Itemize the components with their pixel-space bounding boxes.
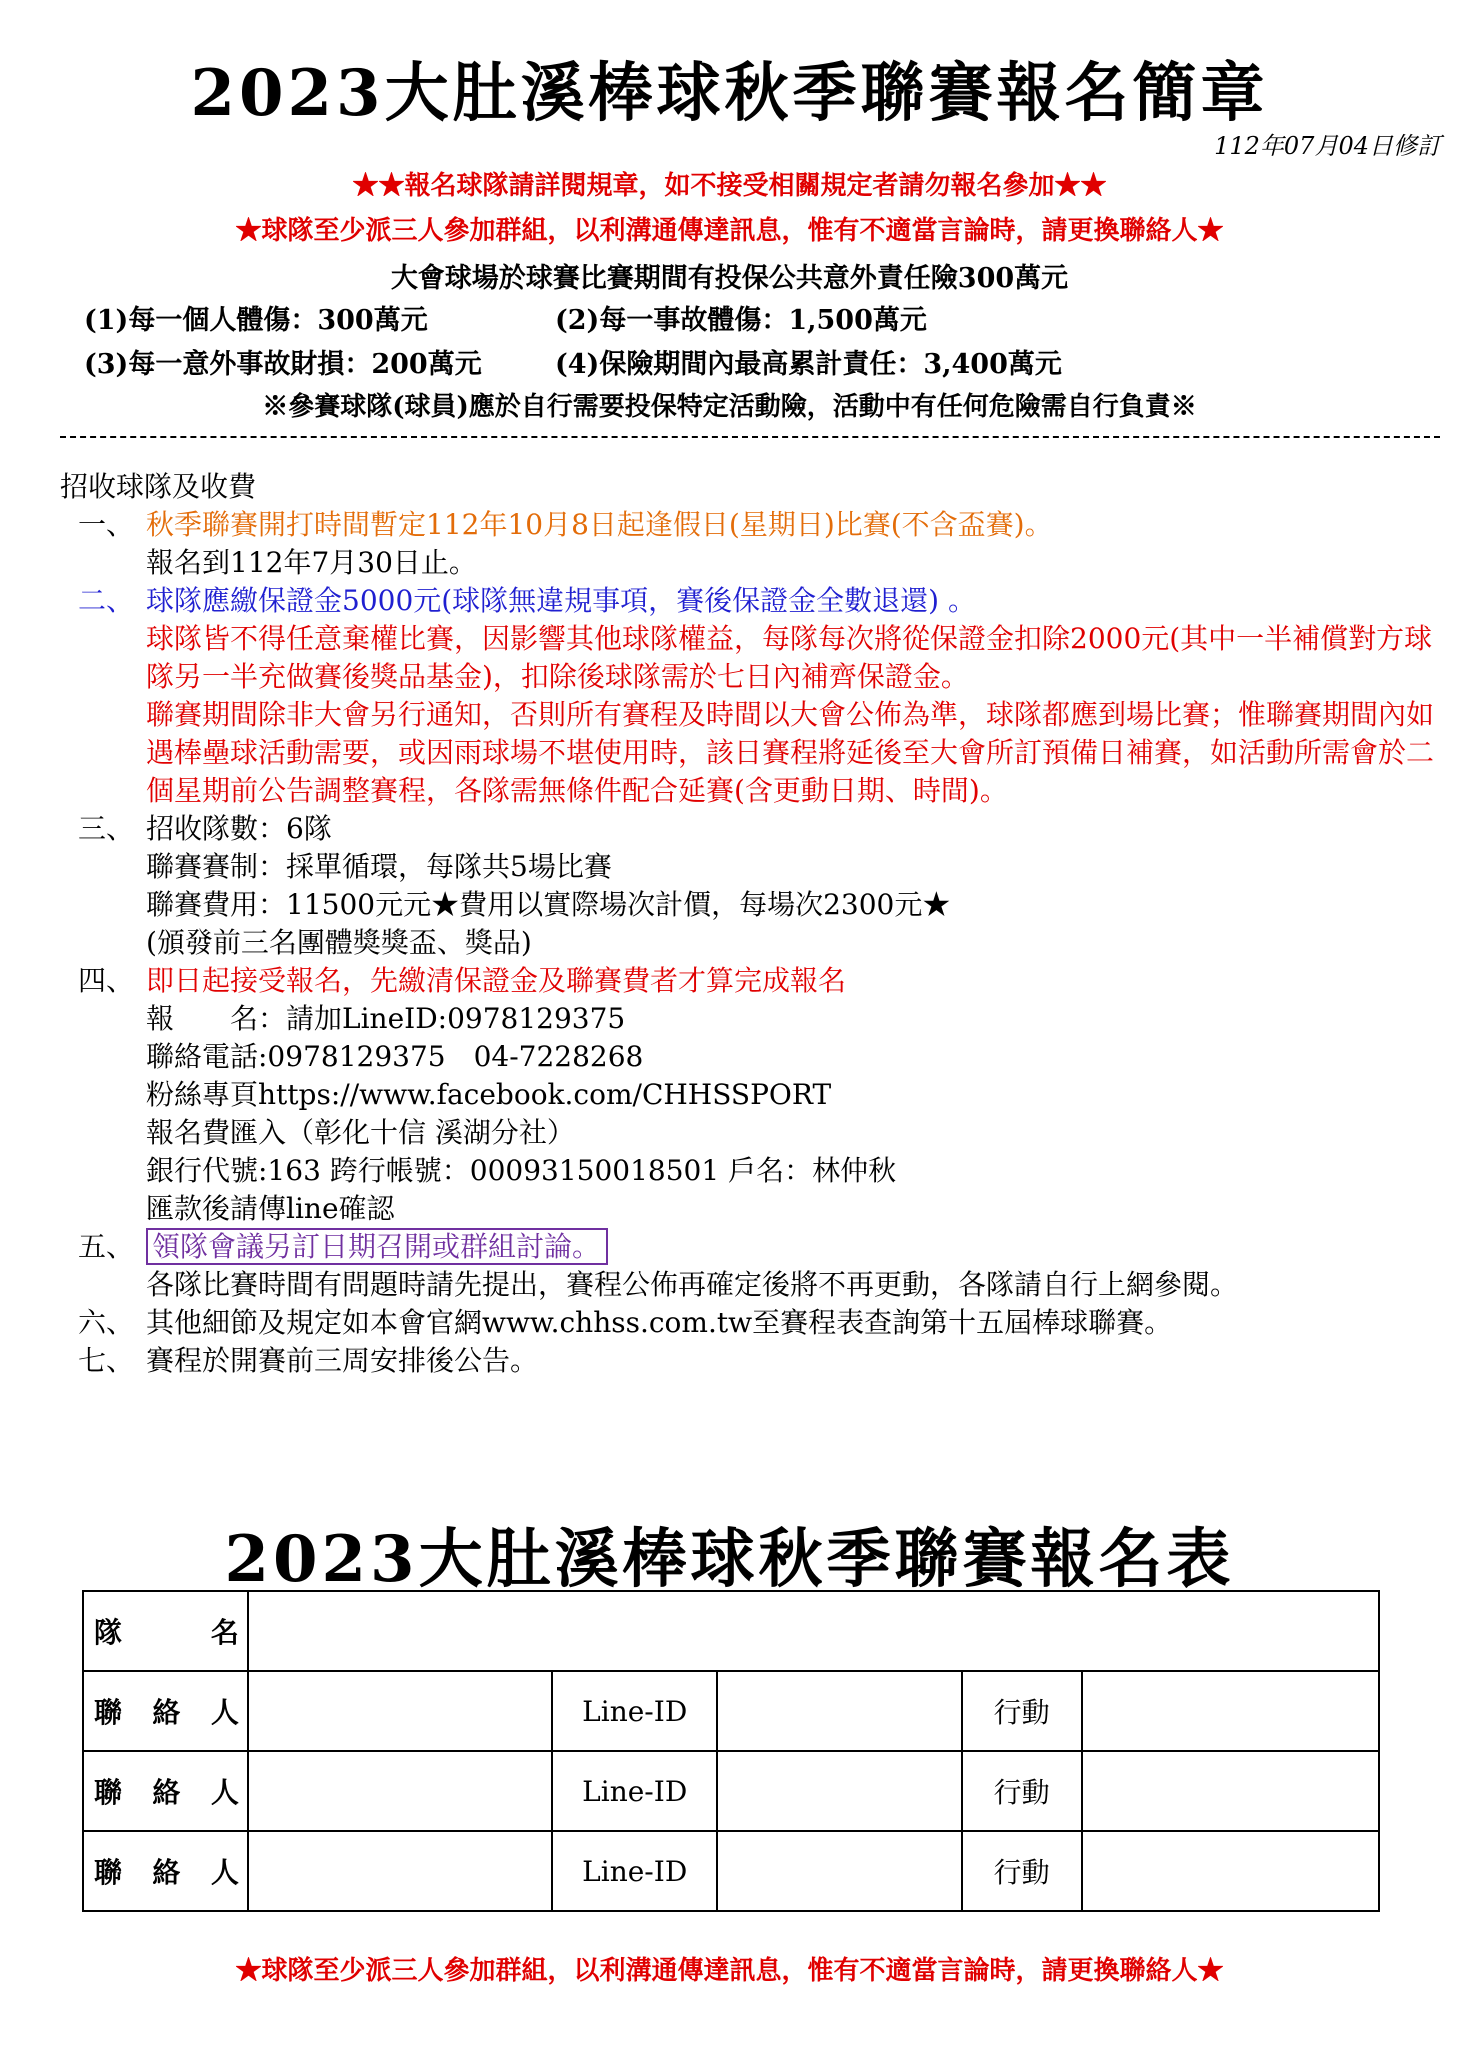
mobile-field[interactable] — [1082, 1751, 1379, 1831]
section-2-number: 二、 — [78, 584, 135, 617]
section-2-schedule-rule: 聯賽期間除非大會另行通知，否則所有賽程及時間以大會公佈為準，球隊都應到場比賽；惟聯賽期間內如遇棒壘球活動需要，或因雨球場不堪使用時，該日賽程將延後至大會所訂預備日補賽，如活動所需會於二個星期前公告調整賽程，各隊需無條件配合延賽(含更動日期、時間)。 — [146, 698, 1435, 807]
registration-form-table — [82, 1590, 1380, 1912]
section-4-fanpage-link[interactable]: 粉絲專頁https://www.facebook.com/CHHSSPORT — [146, 1078, 832, 1111]
section-4-line-id: 報 名：請加LineID:0978129375 — [146, 1002, 626, 1035]
section-2-text: 球隊應繳保證金5000元(球隊無違規事項，賽後保證金全數退還) 。 — [146, 584, 977, 617]
contact-row-2 — [83, 1751, 1379, 1831]
notice-group-members: ★球隊至少派三人參加群組，以利溝通傳達訊息，惟有不適當言論時，請更換聯絡人★ — [235, 216, 1224, 246]
contact-label: 聯 絡 人 — [83, 1831, 248, 1911]
lineid-field[interactable] — [717, 1751, 962, 1831]
section-5-text: 領隊會議另訂日期召開或群組討論。 — [146, 1228, 608, 1265]
mobile-field[interactable] — [1082, 1671, 1379, 1751]
insurance-title: 大會球場於球賽比賽期間有投保公共意外責任險300萬元 — [390, 263, 1069, 294]
section-1-text: 秋季聯賽開打時間暫定112年10月8日起逢假日(星期日)比賽(不含盃賽)。 — [146, 508, 1053, 541]
lineid-field[interactable] — [717, 1831, 962, 1911]
team-name-field[interactable] — [248, 1591, 1379, 1671]
section-4-text: 即日起接受報名，先繳清保證金及聯賽費者才算完成報名 — [146, 964, 847, 997]
section-7-number: 七、 — [78, 1344, 135, 1377]
footer-notice: ★球隊至少派三人參加群組，以利溝通傳達訊息，惟有不適當言論時，請更換聯絡人★ — [235, 1956, 1224, 1986]
revision-date: 112年07月04日修訂 — [1214, 132, 1441, 160]
section-5 — [60, 1228, 1445, 1266]
notice-read-rules: ★★報名球隊請詳閱規章，如不接受相關規定者請勿報名參加★★ — [352, 171, 1107, 201]
team-name-label: 隊 名 — [83, 1591, 248, 1671]
section-5-note: 各隊比賽時間有問題時請先提出，賽程公佈再確定後將不再更動，各隊請自行上網參閱。 — [146, 1268, 1239, 1301]
section-6-number: 六、 — [78, 1306, 135, 1339]
mobile-field[interactable] — [1082, 1831, 1379, 1911]
contact-name-field[interactable] — [248, 1751, 552, 1831]
section-3-fee: 聯賽費用：11500元元★費用以實際場次計價，每場次2300元★ — [146, 888, 951, 921]
section-3-awards: (頒發前三名團體獎獎盃、獎品) — [146, 926, 532, 959]
section-7-text: 賽程於開賽前三周安排後公告。 — [146, 1344, 539, 1377]
lineid-label: Line-ID — [552, 1751, 717, 1831]
insurance-item-4: (4)保險期間內最高累計責任：3,400萬元 — [555, 349, 1062, 380]
section-4-bank: 報名費匯入（彰化十信 溪湖分社） — [146, 1116, 575, 1149]
registration-section — [60, 468, 1445, 1380]
section-4-phone: 聯絡電話:0978129375 04-7228268 — [146, 1040, 644, 1073]
lineid-label: Line-ID — [552, 1831, 717, 1911]
contact-row-1 — [83, 1671, 1379, 1751]
section-2-forfeit-rule: 球隊皆不得任意棄權比賽，因影響其他球隊權益，每隊每次將從保證金扣除2000元(其中一半補償對方球隊另一半充做賽後獎品基金)，扣除後球隊需於七日內補齊保證金。 — [146, 622, 1433, 693]
section-6 — [60, 1304, 1445, 1342]
mobile-label: 行動 — [962, 1831, 1082, 1911]
contact-label: 聯 絡 人 — [83, 1671, 248, 1751]
insurance-note: ※參賽球隊(球員)應於自行需要投保特定活動險，活動中有任何危險需自行負責※ — [262, 392, 1197, 422]
section-3-number: 三、 — [78, 812, 135, 845]
lineid-field[interactable] — [717, 1671, 962, 1751]
contact-name-field[interactable] — [248, 1671, 552, 1751]
insurance-item-1: (1)每一個人體傷：300萬元 — [84, 305, 428, 336]
lineid-label: Line-ID — [552, 1671, 717, 1751]
document-title: 2023大肚溪棒球秋季聯賽報名簡章 — [190, 56, 1269, 131]
contact-row-3 — [83, 1831, 1379, 1911]
section-1-number: 一、 — [78, 508, 135, 541]
contact-label: 聯 絡 人 — [83, 1751, 248, 1831]
team-name-row — [83, 1591, 1379, 1671]
section-5-number: 五、 — [78, 1230, 135, 1263]
section-1 — [60, 506, 1445, 544]
section-3-text: 招收隊數：6隊 — [146, 812, 332, 845]
section-7 — [60, 1342, 1445, 1380]
section-3 — [60, 810, 1445, 848]
mobile-label: 行動 — [962, 1751, 1082, 1831]
section-4-confirm: 匯款後請傳line確認 — [146, 1192, 395, 1225]
form-title: 2023大肚溪棒球秋季聯賽報名表 — [224, 1522, 1235, 1597]
section-heading: 招收球隊及收費 — [60, 470, 257, 503]
insurance-item-3: (3)每一意外事故財損：200萬元 — [84, 349, 482, 380]
section-4-number: 四、 — [78, 964, 135, 997]
mobile-label: 行動 — [962, 1671, 1082, 1751]
dashed-divider — [60, 436, 1440, 438]
section-4 — [60, 962, 1445, 1000]
section-4-account: 銀行代號:163 跨行帳號：00093150018501 戶名：林仲秋 — [146, 1154, 897, 1187]
contact-name-field[interactable] — [248, 1831, 552, 1911]
section-6-text: 其他細節及規定如本會官網www.chhss.com.tw至賽程表查詢第十五屆棒球聯賽。 — [146, 1306, 1173, 1339]
section-2 — [60, 582, 1445, 620]
insurance-item-2: (2)每一事故體傷：1,500萬元 — [555, 305, 927, 336]
section-3-format: 聯賽賽制：採單循環，每隊共5場比賽 — [146, 850, 612, 883]
section-1-deadline: 報名到112年7月30日止。 — [146, 546, 477, 579]
